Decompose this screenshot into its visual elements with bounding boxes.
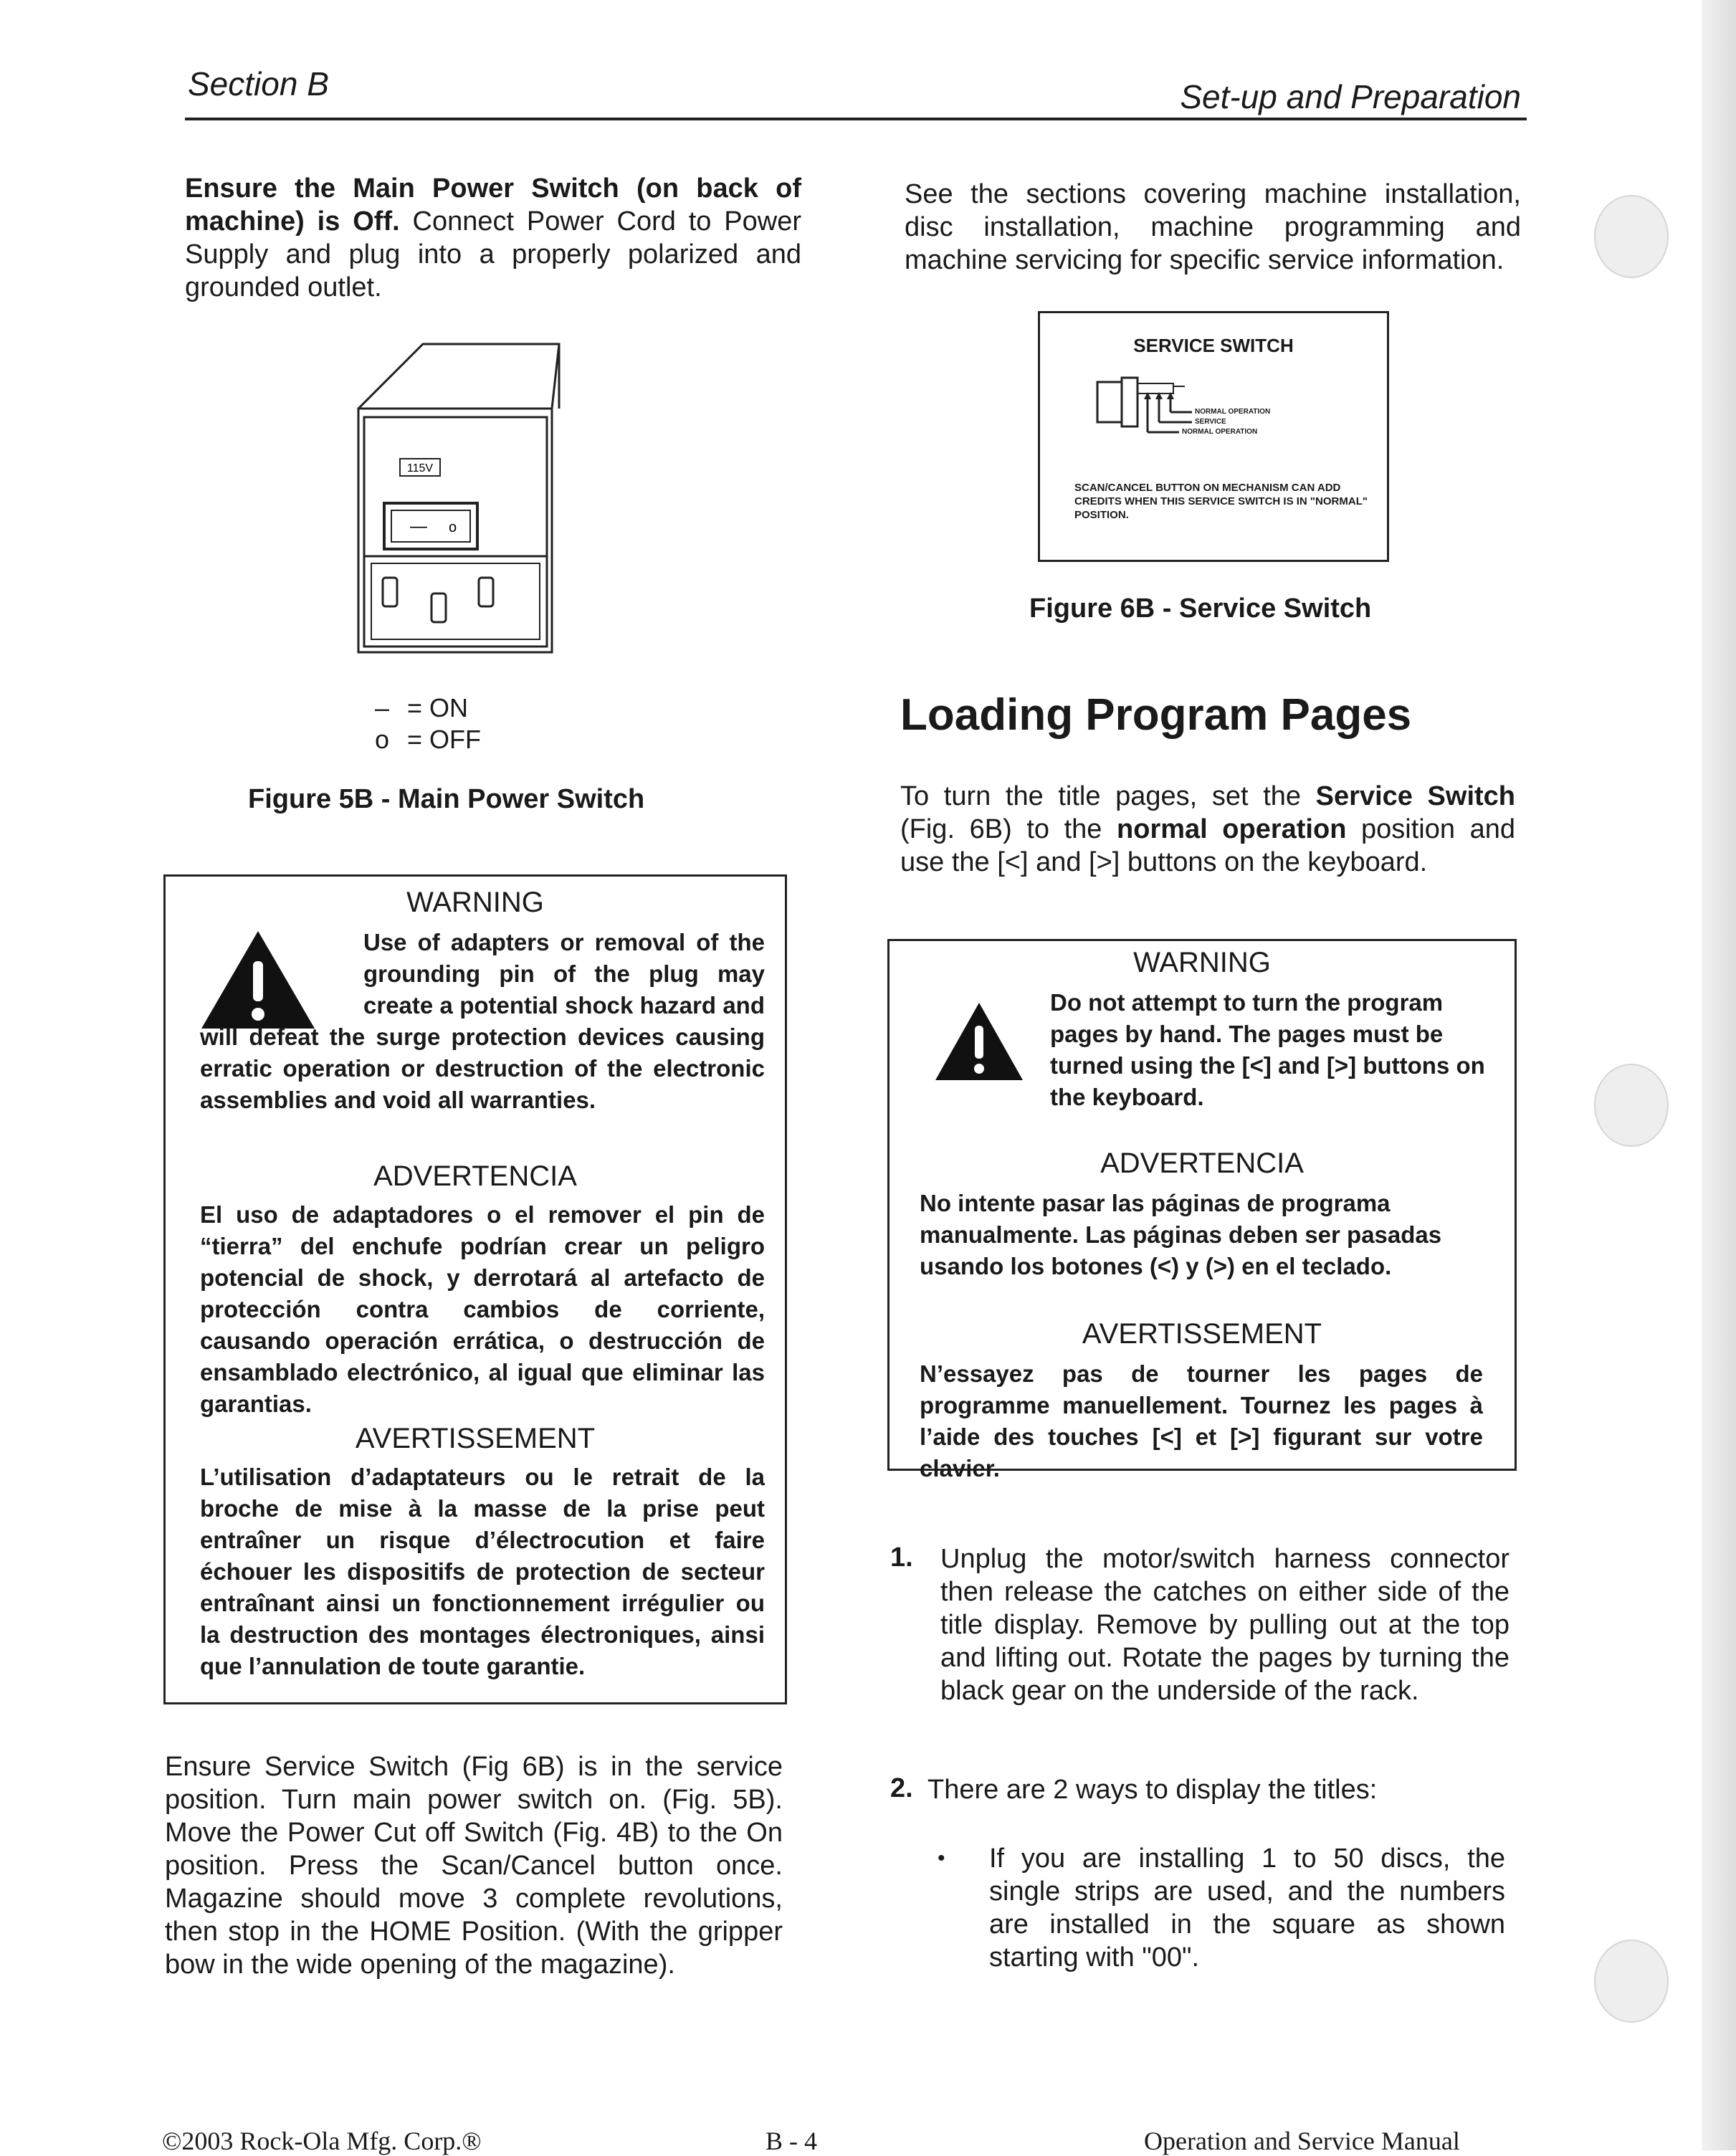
binder-hole [1594,195,1669,278]
step-2-number: 2. [890,1773,913,1803]
bullet-1-text: If you are installing 1 to 50 discs, the single strips are used, and the numbers are installed in the square as shown starting with "00". [989,1843,1505,1973]
figure-6b-caption: Figure 6B - Service Switch [1029,593,1372,624]
step-2-text: There are 2 ways to display the titles: [927,1775,1378,1805]
switch-legend: – = ON o = OFF [374,693,482,754]
warning-text: Use of adapters or removal of the grounding pin of the plug may create a potential shock hazard and will defeat the surge protection devices causing erratic operation or destruction of the electronic assemblies and void all warranties. [200,929,765,1113]
avertissement-text: L’utilisation d’adaptateurs ou le retrait de la broche de mise à la masse de la prise peut entraîner un risque d’électrocution et faire échouer les dispositifs de protection de secteur entraînant ainsi un fonctionnement irrégulier ou la destruction des montages électroniques, ainsi que l’annulation de toute garantie. [200,1464,765,1679]
page-edge [1702,0,1736,2150]
label-normal-operation-bottom: NORMAL OPERATION [1182,428,1258,436]
figure-5b-caption: Figure 5B - Main Power Switch [248,784,645,814]
left-intro: Ensure the Main Power Switch (on back of machine) is Off. Connect Power Cord to Power Supply and plug into a properly polarized and grounded outlet. [185,173,801,302]
label-service: SERVICE [1195,418,1226,426]
left-warning-box [163,874,787,1704]
switch-voltage-label: 115V [406,462,434,474]
warning-triangle-icon [934,1001,1024,1082]
advertencia-title: ADVERTENCIA [373,1160,577,1192]
warning-title: WARNING [1133,947,1271,978]
warning-text: Do not attempt to turn the program pages by hand. The pages must be turned using the [<] and [>] buttons on the keyboard. [1050,989,1485,1110]
right-intro: See the sections covering machine installation, disc installation, machine programming and machine servicing for specific service information. [905,179,1521,275]
header-rule [185,118,1527,120]
advertencia-title: ADVERTENCIA [1100,1148,1304,1179]
step-1-text: Unplug the motor/switch harness connector then release the catches on either side of the title display. Remove by pulling out at the top and lifting out. Rotate the pages by turning the black gear on the underside of the rack. [940,1544,1510,1706]
right-warning-box [887,939,1517,1482]
footer-copyright: ©2003 Rock-Ola Mfg. Corp.® [162,2127,482,2155]
svg-text:—: — [410,517,427,536]
section-heading: Loading Program Pages [900,690,1412,740]
service-switch-note: SCAN/CANCEL BUTTON ON MECHANISM CAN ADD CREDITS WHEN THIS SERVICE SWITCH IS IN "NORMAL" POSITION. [1074,482,1368,521]
section-label: Section B [188,65,329,102]
step-1-number: 1. [890,1542,913,1573]
svg-text:o: o [449,520,457,535]
advertencia-text: El uso de adaptadores o el remover el pin de “tierra” del enchufe podrían crear un peligro potencial de shock, y derrotará al artefacto de protección contra cambios de corriente, causando operación errática, o destrucción de ensamblado electrónico, al igual que eliminar las garantias. [200,1201,765,1417]
avertissement-title: AVERTISSEMENT [1082,1318,1322,1350]
service-switch-title: SERVICE SWITCH [1133,335,1294,356]
service-switch-figure [1038,311,1389,562]
page-header-title: Set-up and Preparation [1180,78,1521,115]
binder-hole [1594,1940,1669,2023]
avertissement-title: AVERTISSEMENT [355,1423,596,1454]
main-power-switch-figure [351,337,581,670]
label-normal-operation-top: NORMAL OPERATION [1195,408,1271,416]
footer-manual-title: Operation and Service Manual [1144,2127,1460,2155]
avertissement-text: N’essayez pas de tourner les pages de programme manuellement. Tournez les pages à l’aide des touches [<] et [>] figurant sur votre clavier. [920,1360,1483,1482]
bullet-icon: • [938,1846,945,1870]
loading-intro: To turn the title pages, set the Service Switch (Fig. 6B) to the normal operation position and use the [<] and [>] buttons on the keyboard. [900,781,1515,877]
left-bottom-paragraph: Ensure Service Switch (Fig 6B) is in the service position. Turn main power switch on. (Fig. 5B). Move the Power Cut off Switch (Fig. 4B) to the On position. Press the Scan/Cancel button once. Magazine should move 3 complete revolutions, then stop in the HOME Position. (With the gripper bow in the wide opening of the magazine). [165,1752,783,1980]
binder-hole [1594,1064,1669,1147]
footer-page-number: B - 4 [766,2127,817,2155]
advertencia-text: No intente pasar las páginas de programa manualmente. Las páginas deben ser pasadas usando los botones (<) y (>) en el teclado. [920,1190,1442,1279]
warning-title: WARNING [406,887,544,918]
